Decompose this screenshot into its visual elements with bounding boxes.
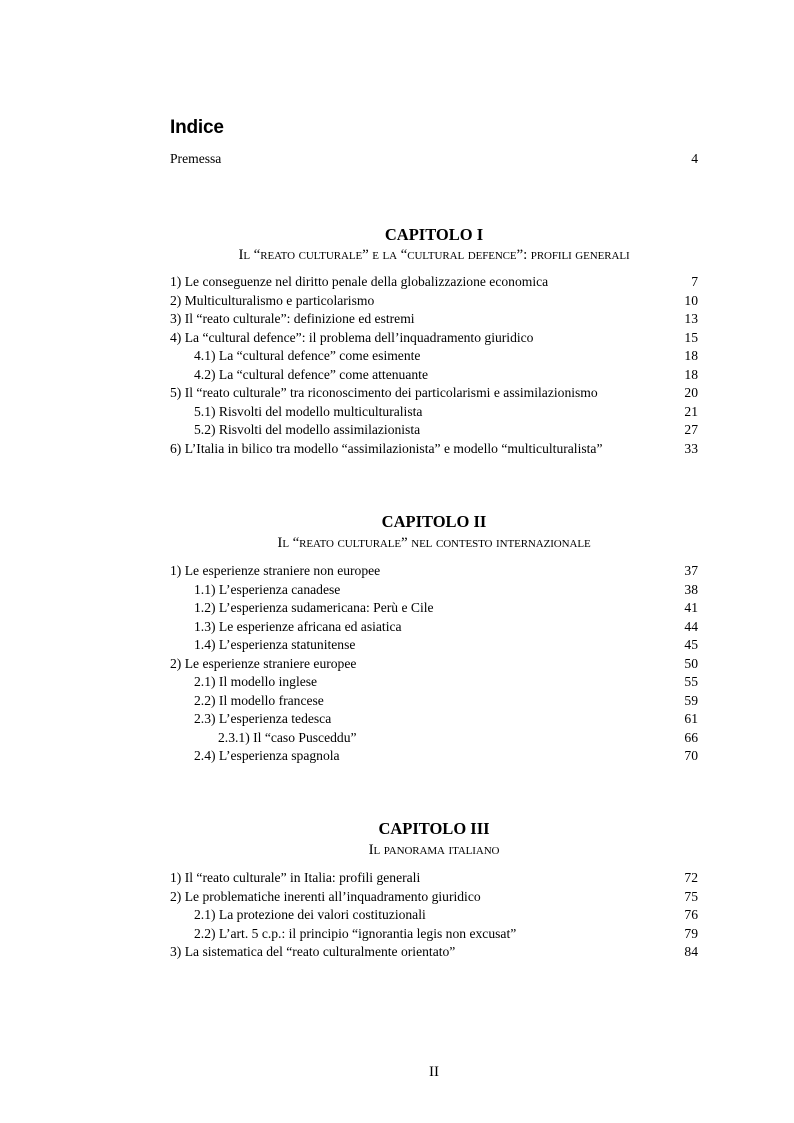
toc-entry[interactable] bbox=[170, 440, 698, 458]
toc-entry[interactable] bbox=[194, 347, 698, 365]
toc-entry-page: 50 bbox=[684, 655, 698, 671]
toc-entry-page: 4 bbox=[691, 151, 698, 166]
toc-entry-page: 84 bbox=[684, 944, 698, 959]
toc-entry-page: 75 bbox=[684, 888, 698, 904]
toc-entry-label: 5) Il “reato culturale” tra riconoscimento dei particolarismi e assimilazionismo bbox=[170, 385, 598, 400]
toc-entry-page: 18 bbox=[684, 366, 698, 382]
toc-entry[interactable] bbox=[170, 869, 698, 887]
toc-entry[interactable] bbox=[194, 366, 698, 384]
toc-entry[interactable] bbox=[218, 729, 698, 747]
toc-entry-label: 1) Le esperienze straniere non europee bbox=[170, 563, 381, 578]
toc-entry-label: 5.1) Risvolti del modello multiculturalista bbox=[194, 403, 423, 419]
toc-entry-label: 1.3) Le esperienze africana ed asiatica bbox=[194, 618, 402, 634]
toc-entry-premessa[interactable] bbox=[170, 150, 698, 168]
toc-entry-page: 15 bbox=[684, 329, 698, 345]
chapter-1-heading: CAPITOLO I bbox=[384, 225, 484, 244]
toc-entry[interactable] bbox=[194, 403, 698, 421]
toc-entry[interactable] bbox=[170, 888, 698, 906]
toc-entry-page: 70 bbox=[684, 748, 698, 763]
toc-entry[interactable] bbox=[170, 329, 698, 347]
toc-entry[interactable] bbox=[170, 384, 698, 402]
toc-entry-page: 21 bbox=[684, 403, 698, 419]
toc-entry[interactable] bbox=[170, 310, 698, 328]
toc-entry-page: 20 bbox=[684, 385, 698, 400]
toc-entry-page: 41 bbox=[684, 600, 698, 615]
toc-entry[interactable] bbox=[170, 273, 698, 291]
toc-entry-page: 76 bbox=[684, 907, 698, 922]
toc-entry-page: 55 bbox=[684, 674, 698, 689]
toc-entry-label: 4) La “cultural defence”: il problema dell’inquadramento giuridico bbox=[170, 329, 534, 345]
page-number: II bbox=[429, 1064, 439, 1080]
toc-entry[interactable] bbox=[194, 599, 698, 617]
toc-entry[interactable] bbox=[194, 421, 698, 439]
toc-entry-label: 2) Le esperienze straniere europee bbox=[170, 655, 357, 671]
toc-entry-page: 18 bbox=[684, 348, 698, 363]
toc-entry-label: 4.1) La “cultural defence” come esimente bbox=[194, 348, 421, 363]
toc-entry[interactable] bbox=[170, 943, 698, 961]
toc-entry-page: 38 bbox=[684, 581, 698, 597]
toc-entry-label: 2.1) La protezione dei valori costituzionali bbox=[194, 907, 426, 922]
toc-entry-label: 1.2) L’esperienza sudamericana: Perù e Cile bbox=[194, 600, 434, 615]
toc-entry[interactable] bbox=[194, 906, 698, 924]
toc-entry-page: 59 bbox=[684, 692, 698, 708]
toc-entry-label: 2) Le problematiche inerenti all’inquadramento giuridico bbox=[170, 888, 481, 904]
toc-entry-label: 2.2) L’art. 5 c.p.: il principio “ignorantia legis non excusat” bbox=[194, 925, 517, 941]
toc-entry-page: 10 bbox=[684, 292, 698, 308]
toc-entry-label: 2.3.1) Il “caso Pusceddu” bbox=[218, 729, 357, 745]
toc-entry-label: 1) Le conseguenze nel diritto penale della globalizzazione economica bbox=[170, 274, 549, 289]
toc-entry[interactable] bbox=[170, 562, 698, 580]
toc-entry-label: 5.2) Risvolti del modello assimilazionista bbox=[194, 422, 421, 437]
toc-entry-label: 3) Il “reato culturale”: definizione ed estremi bbox=[170, 311, 415, 326]
toc-entry-page: 27 bbox=[684, 422, 698, 437]
toc-entry-label: 1.1) L’esperienza canadese bbox=[194, 581, 341, 597]
toc-entry[interactable] bbox=[194, 692, 698, 710]
toc-entry[interactable] bbox=[194, 925, 698, 943]
toc-entry[interactable] bbox=[194, 636, 698, 654]
chapter-3-subtitle: Il panorama italiano bbox=[368, 842, 500, 858]
toc-entry-page: 44 bbox=[684, 618, 698, 634]
chapter-2-subtitle: Il “reato culturale” nel contesto internazionale bbox=[277, 535, 591, 551]
toc-entry[interactable] bbox=[194, 747, 698, 765]
toc-entry-page: 33 bbox=[684, 440, 698, 456]
toc-entry-label: 3) La sistematica del “reato culturalmente orientato” bbox=[170, 944, 456, 959]
toc-entry-page: 66 bbox=[684, 729, 698, 745]
toc-entry-label: 1.4) L’esperienza statunitense bbox=[194, 637, 356, 652]
toc-entry-label: 4.2) La “cultural defence” come attenuante bbox=[194, 366, 428, 382]
toc-entry-page: 37 bbox=[684, 563, 698, 578]
chapter-3-heading: CAPITOLO III bbox=[378, 819, 490, 838]
toc-entry[interactable] bbox=[170, 292, 698, 310]
toc-entry-label: 2.1) Il modello inglese bbox=[194, 674, 318, 689]
chapter-1-subtitle: Il “reato culturale” e la “cultural defence”: profili generali bbox=[238, 247, 630, 263]
toc-entry-label: Premessa bbox=[170, 151, 222, 166]
toc-entry-page: 45 bbox=[684, 637, 698, 652]
toc-entry[interactable] bbox=[170, 655, 698, 673]
toc-entry-label: 2.4) L’esperienza spagnola bbox=[194, 748, 340, 763]
toc-entry[interactable] bbox=[194, 618, 698, 636]
chapter-2-heading: CAPITOLO II bbox=[381, 512, 487, 531]
toc-entry-page: 13 bbox=[684, 311, 698, 326]
toc-entry-label: 2.3) L’esperienza tedesca bbox=[194, 711, 332, 726]
toc-entry[interactable] bbox=[194, 673, 698, 691]
toc-entry-label: 2) Multiculturalismo e particolarismo bbox=[170, 292, 375, 308]
toc-entry-page: 79 bbox=[684, 925, 698, 941]
toc-entry-page: 7 bbox=[691, 274, 698, 289]
toc-entry-page: 72 bbox=[684, 870, 698, 885]
toc-entry-label: 2.2) Il modello francese bbox=[194, 692, 324, 708]
toc-entry-label: 6) L’Italia in bilico tra modello “assimilazionista” e modello “multiculturalista” bbox=[170, 440, 603, 456]
toc-entry[interactable] bbox=[194, 710, 698, 728]
toc-entry-label: 1) Il “reato culturale” in Italia: profili generali bbox=[170, 870, 421, 885]
toc-entry[interactable] bbox=[194, 581, 698, 599]
page-title: Indice bbox=[170, 117, 224, 138]
toc-entry-page: 61 bbox=[684, 711, 698, 726]
